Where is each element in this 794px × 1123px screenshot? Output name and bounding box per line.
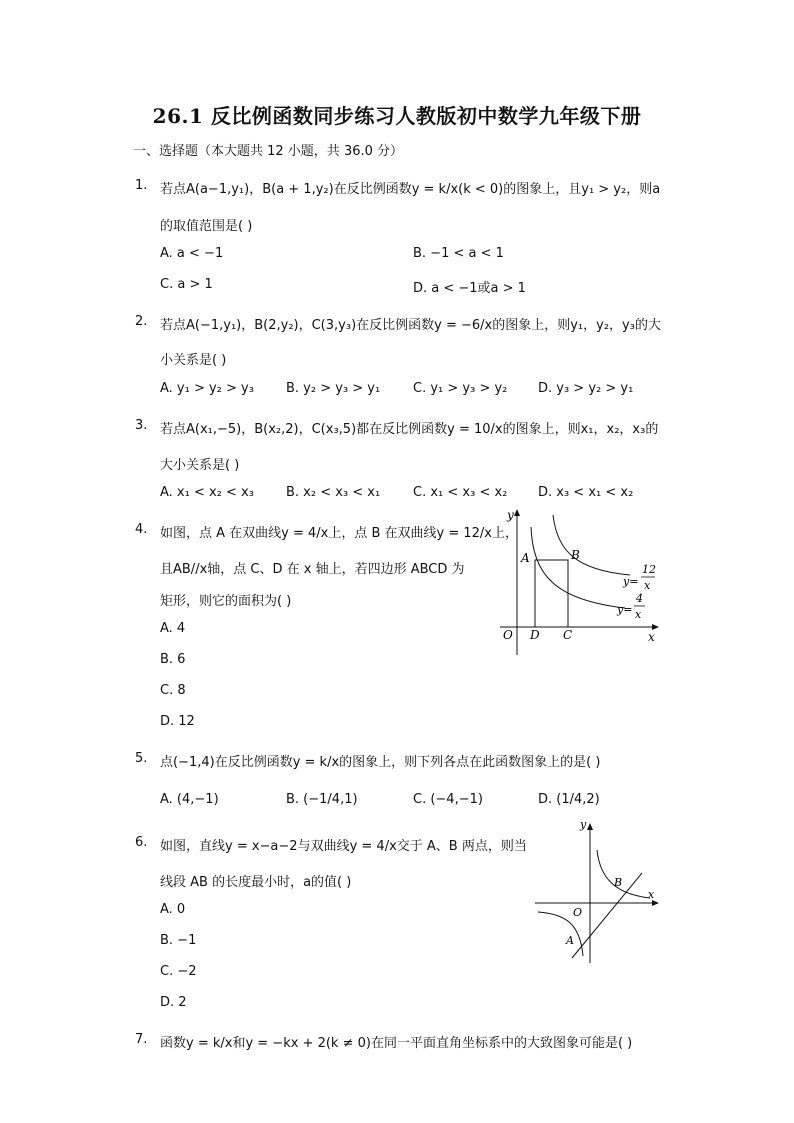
question-number: 1. [135,178,148,193]
question-6-line-2: 线段 AB 的长度最小时，a的值( ) [160,875,352,890]
question-4-line-3: 矩形，则它的面积为( ) [160,594,292,609]
question-number: 2. [135,314,148,329]
question-2-line-2: 小关系是( ) [160,353,227,368]
x-axis-label: x [648,888,655,901]
origin-label: O [573,906,583,919]
question-6-option-c: C. −2 [160,964,197,979]
curve-12-denominator: x [644,579,651,592]
question-3-line-2: 大小关系是( ) [160,458,240,473]
question-6-option-d: D. 2 [160,995,187,1010]
question-1-option-c: C. a > 1 [160,277,213,292]
figure-4-hyperbolas [495,505,665,660]
question-5-option-a: A. (4,−1) [160,792,219,807]
figure-6-line-hyperbola [530,818,665,966]
point-c-label: C [563,628,573,642]
y-axis-arrow-icon [587,823,593,830]
page-title: 26.1 反比例函数同步练习人教版初中数学九年级下册 [152,104,642,128]
point-d-label: D [530,628,540,642]
point-b-label: B [614,876,623,889]
curve-12-numerator: 12 [642,563,656,576]
curve-y-4-over-x [531,527,625,608]
question-3-option-b: B. x₂ < x₃ < x₁ [286,485,381,500]
question-2-option-d: D. y₃ > y₂ > y₁ [538,381,634,396]
question-number: 3. [135,418,148,433]
question-1-option-d: D. a < −1或a > 1 [413,281,526,296]
question-6-line-1: 如图，直线y = x−a−2与双曲线y = 4/x交于 A、B 两点，则当 [160,839,527,854]
point-a-label: A [566,934,574,947]
origin-label: O [503,628,513,642]
x-axis-label: x [648,630,655,644]
question-5-line-1: 点(−1,4)在反比例函数y = k/x的图象上，则下列各点在此函数图象上的是( ) [160,755,601,770]
question-6-option-a: A. 0 [160,902,186,917]
curve-4-numerator: 4 [636,592,643,605]
question-2-option-c: C. y₁ > y₃ > y₂ [413,381,508,396]
question-2-option-a: A. y₁ > y₂ > y₃ [160,381,254,396]
curve-y-12-over-x [553,515,630,575]
question-4-option-c: C. 8 [160,683,186,698]
question-3-option-c: C. x₁ < x₃ < x₂ [413,485,508,500]
question-2-line-1: 若点A(−1,y₁)，B(2,y₂)，C(3,y₃)在反比例函数y = −6/x的图象上，则y₁，y₂，y₃的大 [160,318,661,333]
question-number: 6. [135,835,148,850]
question-3-option-a: A. x₁ < x₂ < x₃ [160,485,254,500]
question-4-line-1: 如图，点 A 在双曲线y = 4/x上，点 B 在双曲线y = 12/x上， [160,526,519,541]
question-5-option-c: C. (−4,−1) [413,792,483,807]
y-axis-label: y [580,818,587,831]
curve-4-denominator: x [635,608,642,621]
question-2-option-b: B. y₂ > y₃ > y₁ [286,381,381,396]
point-b-label: B [571,548,580,562]
question-number: 5. [135,751,148,766]
question-1-line-2: 的取值范围是( ) [160,219,253,234]
hyperbola-branch-right [597,850,650,898]
question-5-option-b: B. (−1/4,1) [286,792,358,807]
curve-4-label: y= [617,603,633,616]
question-1-option-a: A. a < −1 [160,246,224,261]
section-heading: 一、选择题（本大题共 12 小题，共 36.0 分） [133,144,404,159]
y-axis-arrow-icon [514,509,520,516]
point-a-label: A [521,551,530,565]
question-7-line-1: 函数y = k/x和y = −kx + 2(k ≠ 0)在同一平面直角坐标系中的大致图象可能是( ) [160,1036,633,1051]
question-6-option-b: B. −1 [160,933,197,948]
curve-12-label: y= [623,575,639,588]
question-1-option-b: B. −1 < a < 1 [413,246,504,261]
question-4-option-a: A. 4 [160,621,186,636]
question-number: 7. [135,1032,148,1047]
question-3-option-d: D. x₃ < x₁ < x₂ [538,485,634,500]
question-4-option-d: D. 12 [160,714,195,729]
question-3-line-1: 若点A(x₁,−5)，B(x₂,2)，C(x₃,5)都在反比例函数y = 10/x的图象上，则x₁，x₂，x₃的 [160,422,659,437]
question-4-option-b: B. 6 [160,652,186,667]
line-y-x-a-2 [572,873,642,958]
question-number: 4. [135,522,148,537]
question-5-option-d: D. (1/4,2) [538,792,600,807]
y-axis-label: y [507,508,514,522]
question-1-line-1: 若点A(a−1,y₁)，B(a + 1,y₂)在反比例函数y = k/x(k < 0)的图象上，且y₁ > y₂，则a [160,182,661,197]
question-4-line-2: 且AB//x轴，点 C、D 在 x 轴上，若四边形 ABCD 为 [160,562,465,577]
rectangle-abcd [535,560,568,627]
